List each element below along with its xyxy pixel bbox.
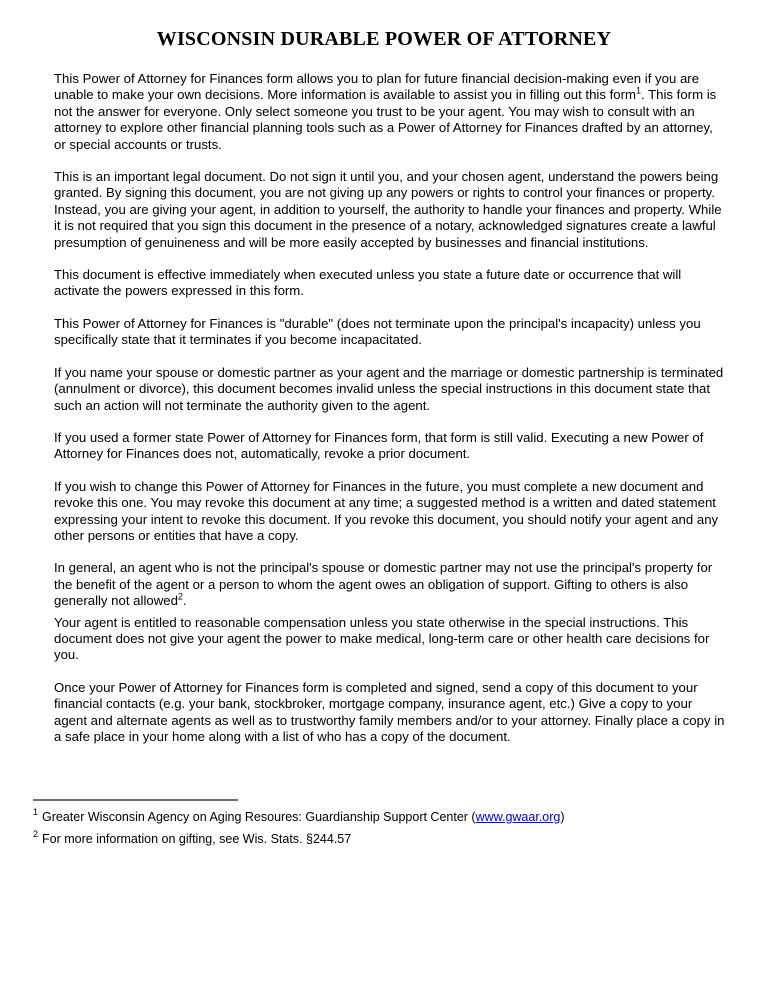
paragraph-compensation: Your agent is entitled to reasonable compensation unless you state otherwise in the special instructions. This document does not give your agent the power to make medical, long-term care or other health care decisions for you. [54,614,710,663]
footnote-1-marker: 1 [33,807,39,817]
footnote-1 [33,803,733,825]
paragraph-change-revoke: If you wish to change this Power of Attorney for Finances in the future, you must complete a new document and revoke this one. You may revoke this document at any time; a suggested method is a written and dated statement expressing your intent to revoke this document. If you revoke this document, you should notify your agent and any other persons or entities that have a copy. [54,478,719,543]
paragraph-gifting [54,560,728,609]
paragraph-important-legal-document: This is an important legal document. Do not sign it until you, and your chosen agent, understand the powers being granted. By signing this document, you are not giving up any powers or rights to control your finances or property. Instead, you are giving your agent, in addition to yourself, the authority to handle your finances and property. While it is not required that you sign this document in the presence of a notary, acknowledged signatures create a lawful presumption of genuineness and will be more easily accepted by businesses and financial institutions. [54,169,722,250]
paragraph-intro-text: This Power of Attorney for Finances form allows you to plan for future financial decision-making even if you are unable to make your own decisions. More information is available to assist you in filling out this form [54,71,700,103]
footnote-2 [33,825,733,847]
gwaar-link[interactable]: www.gwaar.org [475,810,561,824]
footnote-1-text: Greater Wisconsin Agency on Aging Resoures: Guardianship Support Center ( [42,810,476,824]
document-title: WISCONSIN DURABLE POWER OF ATTORNEY [156,28,612,50]
paragraph-durable: This Power of Attorney for Finances is "durable" (does not terminate upon the principal's incapacity) unless you specifically state that it terminates if you become incapacitated. [54,315,701,348]
paragraph-former-state-form: If you used a former state Power of Attorney for Finances form, that form is still valid. Executing a new Power of Attorney for Finances does not, automatically, revoke a prior document. [54,429,704,462]
footnote-separator-line [33,799,238,801]
paragraph-intro [54,71,728,153]
paragraph-effective-immediately: This document is effective immediately when executed unless you state a future date or occurrence that will activate the powers expressed in this form. [54,267,682,299]
footnote-ref-1: 1 [636,86,642,97]
paragraph-intro-text-after: . This form is not the answer for everyone. Only select someone you trust to be your agent. You may wish to consult with an attorney to explore other financial planning tools such as a Power of Attorney for Finances drafted by an attorney, or special accounts or trusts. [54,87,717,152]
paragraph-gifting-text-after: . [182,593,187,609]
footnote-1-text-after: ) [560,810,565,824]
paragraph-distribute-copies: Once your Power of Attorney for Finances form is completed and signed, send a copy of this document to your financial contacts (e.g. your bank, stockbroker, mortgage company, insurance agent, etc.) Give a copy to your agent and alternate agents as well as to trustworthy family members and/or to your attorney. Finally place a copy in a safe place in your home along with a list of who has a copy of the document. [54,679,725,744]
footnote-2-text: For more information on gifting, see Wis. Stats. §244.57 [42,832,352,846]
footnote-2-marker: 2 [33,829,39,839]
footnote-ref-2: 2 [177,591,183,602]
paragraph-gifting-text: In general, an agent who is not the principal's spouse or domestic partner may not use the principal's property for the benefit of the agent or a person to whom the agent owes an obligation of support. Gifting to others is also generally not allowed [54,560,713,609]
footnotes-section [33,799,733,847]
paragraph-spouse-domestic-partner: If you name your spouse or domestic partner as your agent and the marriage or domestic partnership is terminated (annulment or divorce), this document becomes invalid unless the special instructions in this document state that such an action will not terminate the authority given to the agent. [54,364,724,413]
document-body [54,71,728,761]
